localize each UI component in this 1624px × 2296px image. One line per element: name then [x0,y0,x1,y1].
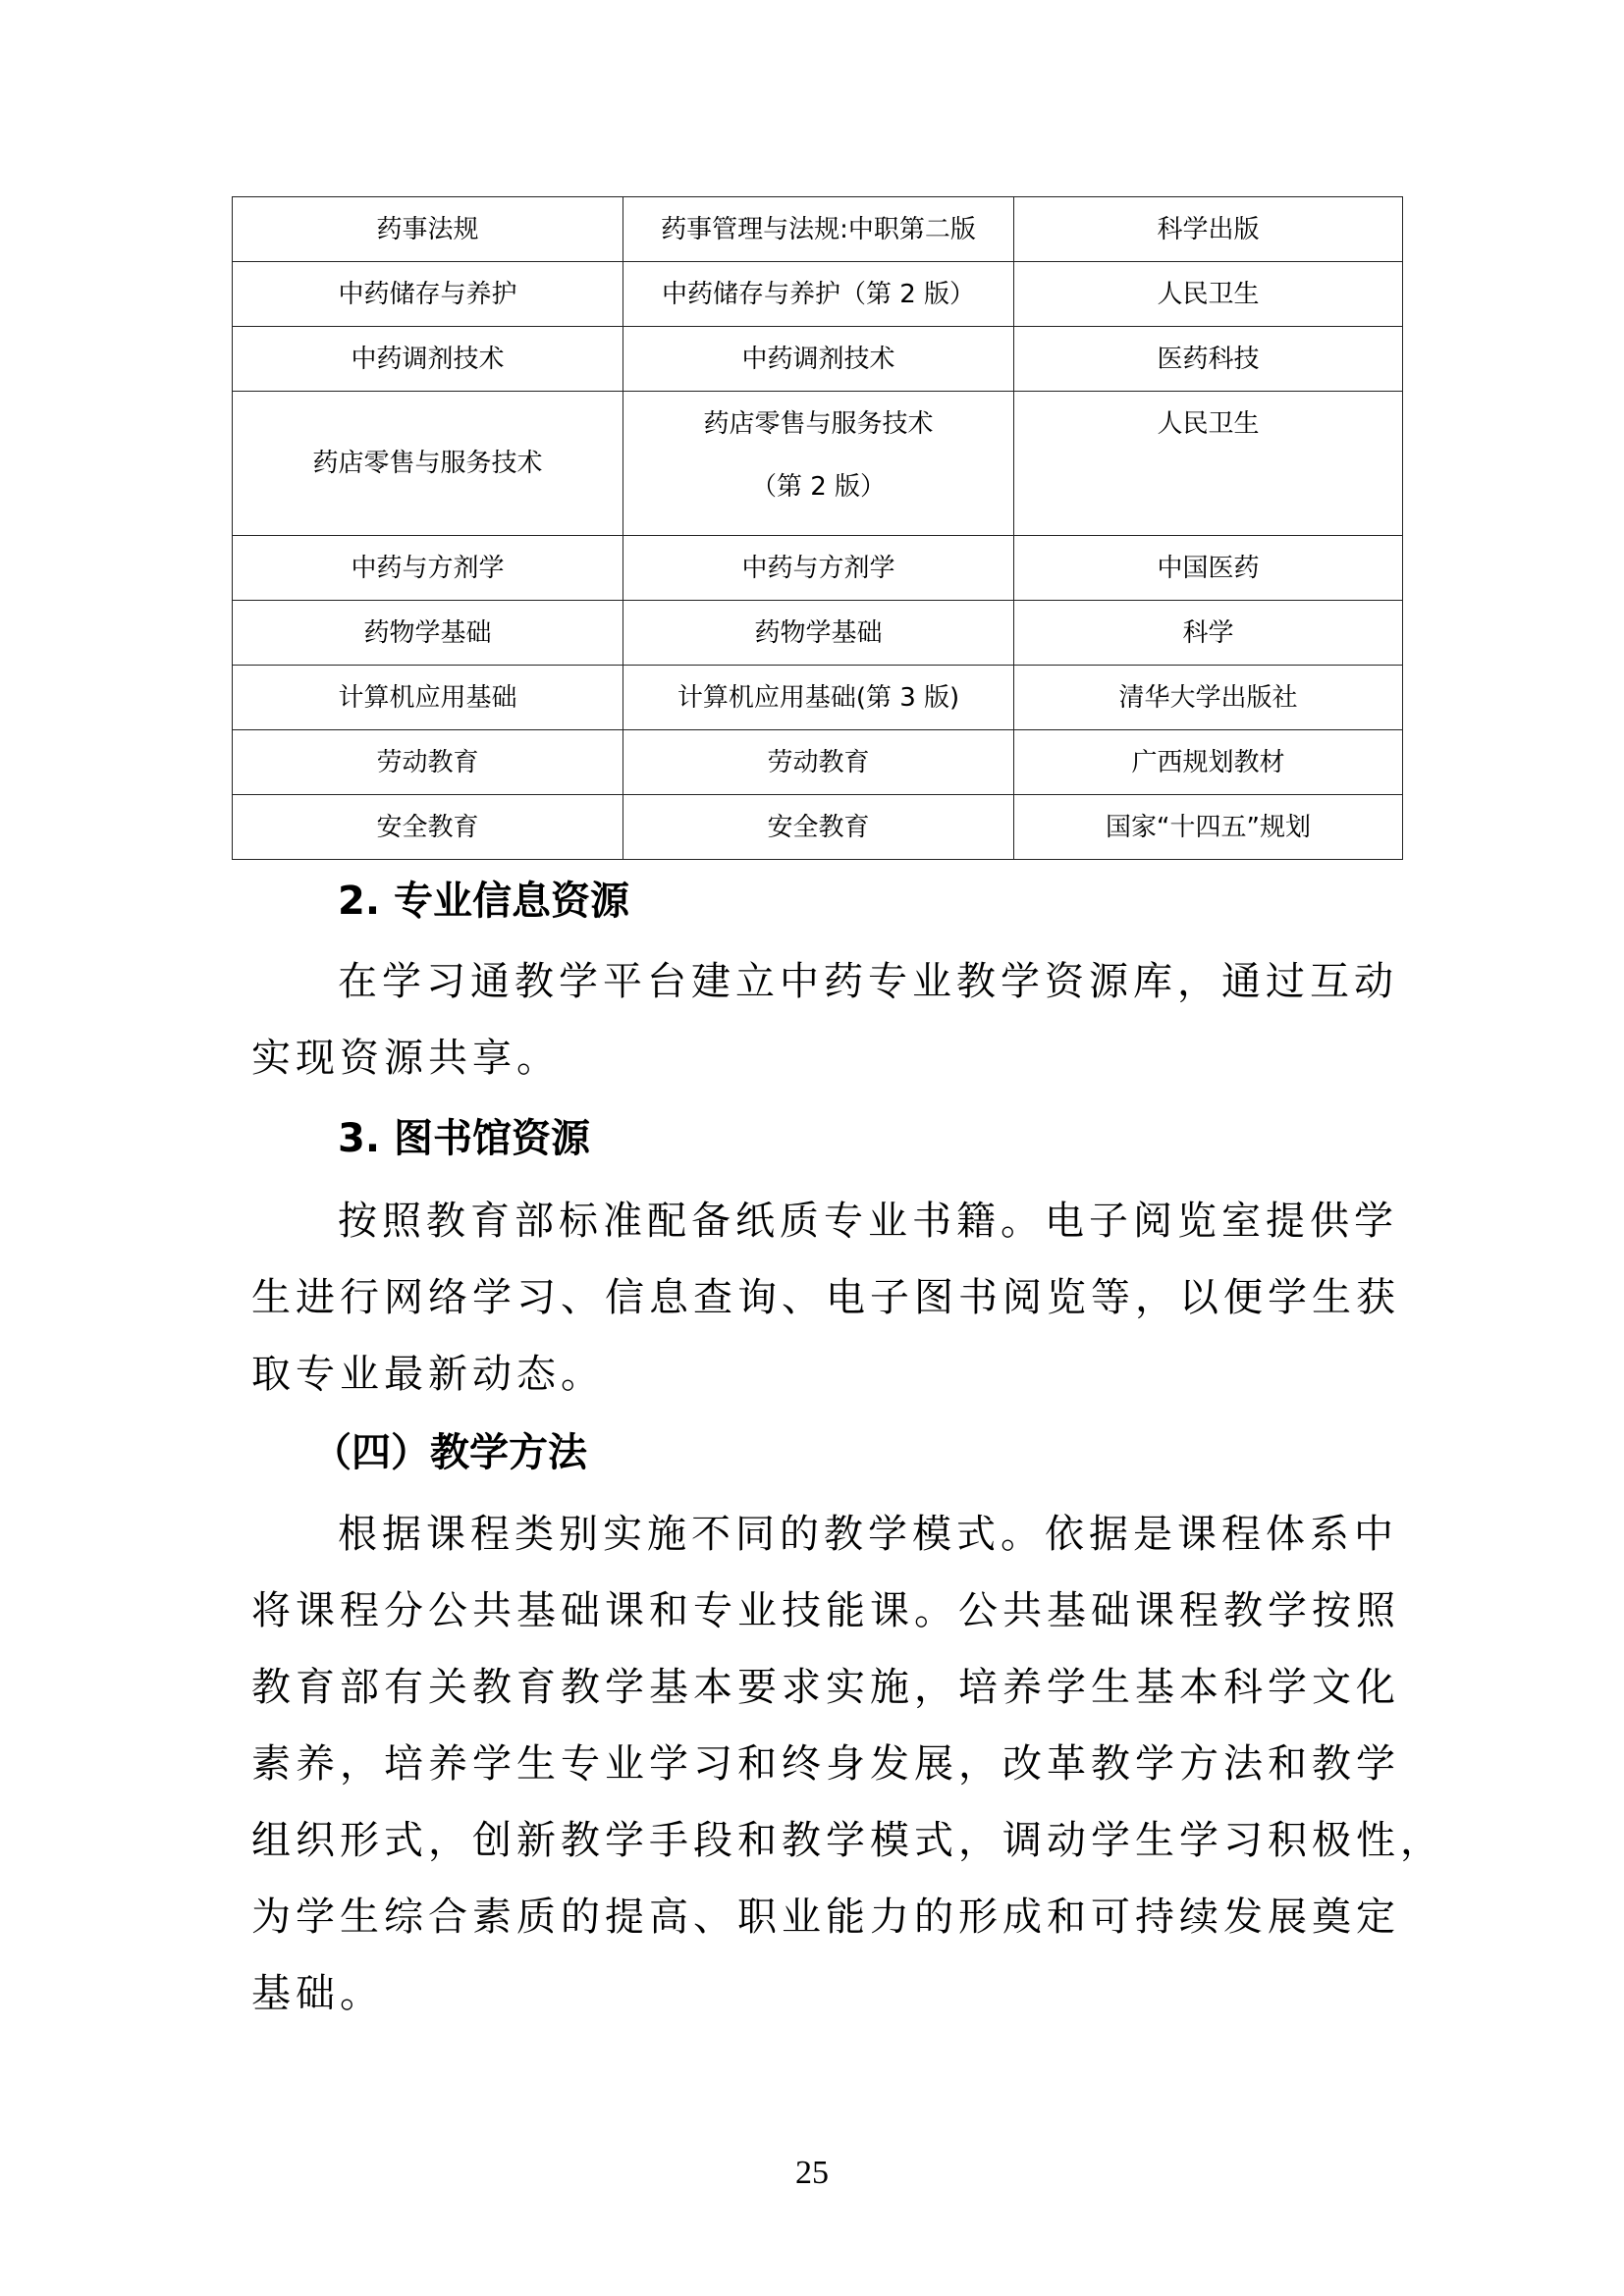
table-cell-course: 药店零售与服务技术 [233,392,623,536]
paragraph-info-resources [251,943,1398,1096]
table-cell-publisher: 科学 [1014,601,1403,666]
table-row [233,601,1403,666]
table-cell-publisher: 清华大学出版社 [1014,666,1403,730]
table-cell-course: 中药调剂技术 [233,327,623,392]
paragraph-library-resources [251,1183,1400,1413]
paragraph-line: 组织形式，创新教学手段和教学模式，调动学生学习积极性， [251,1818,1444,1863]
paragraph-line: 为学生综合素质的提高、职业能力的形成和可持续发展奠定 [251,1895,1400,1940]
table-cell-textbook: 药物学基础 [623,601,1014,666]
table-row [233,327,1403,392]
table-cell-textbook: 中药调剂技术 [623,327,1014,392]
table-cell-textbook [623,392,1014,536]
table-cell-course: 药事法规 [233,197,623,262]
textbook-table [232,196,1403,860]
table-cell-course: 计算机应用基础 [233,666,623,730]
table-cell-publisher: 人民卫生 [1014,392,1403,536]
section-heading-library-resources: 3. 图书馆资源 [338,1116,590,1161]
table-row [233,197,1403,262]
paragraph-line: 按照教育部标准配备纸质专业书籍。电子阅览室提供学 [338,1199,1398,1244]
table-cell-publisher: 中国医药 [1014,536,1403,601]
table-cell-textbook: 中药储存与养护（第 2 版） [623,262,1014,327]
table-cell-course: 劳动教育 [233,730,623,795]
section-heading-teaching-methods: （四）教学方法 [312,1430,587,1475]
table-cell-publisher: 国家“十四五”规划 [1014,795,1403,860]
table-row [233,262,1403,327]
paragraph-teaching-methods [251,1496,1444,2032]
table-cell-publisher: 人民卫生 [1014,262,1403,327]
paragraph-line: 实现资源共享。 [251,1036,561,1081]
table-cell-textbook: 中药与方剂学 [623,536,1014,601]
table-cell-course: 中药储存与养护 [233,262,623,327]
paragraph-line: 取专业最新动态。 [251,1352,605,1397]
paragraph-line: 基础。 [251,1971,384,2016]
table-cell-course: 药物学基础 [233,601,623,666]
table-cell-textbook: 安全教育 [623,795,1014,860]
table-cell-publisher: 科学出版 [1014,197,1403,262]
table-row [233,666,1403,730]
paragraph-line: 在学习通教学平台建立中药专业教学资源库，通过互动 [338,959,1398,1004]
table-row [233,392,1403,536]
table-cell-course: 安全教育 [233,795,623,860]
page-number: 25 [795,2155,829,2191]
table-cell-course: 中药与方剂学 [233,536,623,601]
textbook-title-line1: 药店零售与服务技术 [703,409,934,439]
paragraph-line: 教育部有关教育教学基本要求实施，培养学生基本科学文化 [251,1665,1400,1710]
paragraph-line: 素养，培养学生专业学习和终身发展，改革教学方法和教学 [251,1741,1400,1787]
table-cell-textbook: 药事管理与法规:中职第二版 [623,197,1014,262]
table-cell-textbook: 计算机应用基础(第 3 版) [623,666,1014,730]
table-cell-textbook: 劳动教育 [623,730,1014,795]
section-heading-info-resources: 2. 专业信息资源 [338,879,629,924]
paragraph-line: 根据课程类别实施不同的教学模式。依据是课程体系中 [338,1512,1398,1557]
table-cell-publisher: 广西规划教材 [1014,730,1403,795]
table-row [233,536,1403,601]
table-cell-publisher: 医药科技 [1014,327,1403,392]
textbook-title-line2: （第 2 版） [750,472,887,502]
table-row [233,795,1403,860]
paragraph-line: 将课程分公共基础课和专业技能课。公共基础课程教学按照 [251,1588,1400,1633]
paragraph-line: 生进行网络学习、信息查询、电子图书阅览等，以便学生获 [251,1275,1400,1320]
table-row [233,730,1403,795]
